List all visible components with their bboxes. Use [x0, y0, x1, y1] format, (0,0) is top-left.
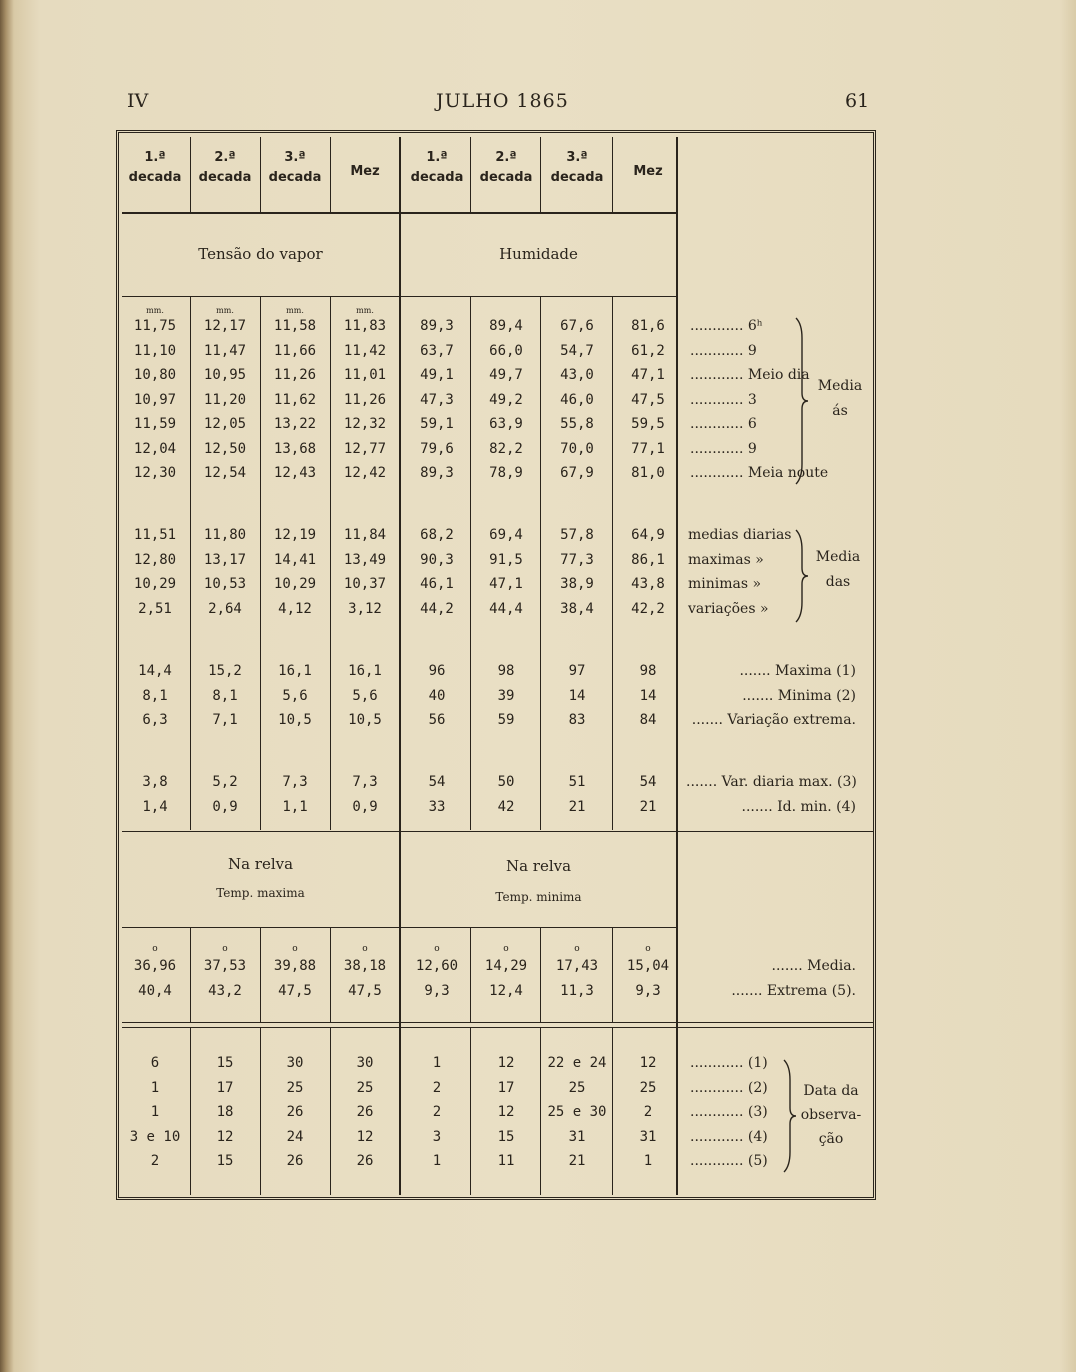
- brace-label: ção: [818, 1131, 844, 1147]
- table-cell: 38,9: [560, 576, 594, 592]
- column-header-label: decada: [410, 170, 464, 185]
- row-label: ............ 6ʰ: [690, 318, 763, 334]
- column-header-number: 1.ª: [144, 150, 166, 165]
- table-cell: 33: [428, 798, 446, 815]
- table-cell: 82,2: [489, 440, 523, 457]
- table-cell: 10,80: [133, 367, 177, 383]
- table-cell: 12: [639, 1055, 657, 1071]
- table-cell: 31: [568, 1128, 586, 1145]
- table-cell: 12: [356, 1128, 374, 1145]
- table-cell: 8,1: [212, 687, 238, 704]
- table-cell: 1,1: [282, 798, 308, 815]
- table-cell: 50: [497, 774, 515, 790]
- table-cell: 79,6: [420, 440, 454, 457]
- table-cell: 8,1: [142, 687, 168, 704]
- table-cell: 10,37: [343, 576, 387, 592]
- table-cell: 38,4: [560, 600, 594, 617]
- table-cell: 3 e 10: [129, 1128, 181, 1145]
- table-cell: 42: [497, 798, 515, 815]
- table-cell: 77,1: [631, 440, 665, 457]
- table-cell: 54: [428, 774, 446, 790]
- degree-mark: o: [222, 944, 228, 954]
- table-cell: 12,04: [133, 440, 177, 457]
- row-label: variações »: [688, 600, 769, 617]
- table-cell: 4,12: [278, 600, 312, 617]
- table-cell: 11,75: [133, 318, 177, 334]
- row-label: ............ 6: [690, 416, 757, 432]
- table-cell: 11,66: [273, 342, 317, 359]
- table-cell: 17,43: [555, 958, 599, 974]
- table-cell: 70,0: [560, 440, 594, 457]
- row-label: ............ 9: [690, 342, 757, 359]
- degree-mark: o: [292, 944, 298, 954]
- table-cell: 24: [286, 1128, 304, 1145]
- table-cell: 55,8: [560, 416, 594, 432]
- table-cell: 11,26: [273, 367, 317, 383]
- table-cell: 84: [639, 712, 657, 728]
- table-cell: 1: [150, 1104, 160, 1120]
- section-subtitle: Temp. maxima: [216, 886, 305, 900]
- brace-label: Media: [817, 378, 863, 394]
- page-title: JULHO 1865: [436, 90, 569, 112]
- table-cell: 47,3: [420, 391, 454, 408]
- table-cell: 64,9: [631, 527, 665, 543]
- degree-mark: o: [434, 944, 440, 954]
- table-cell: 11,10: [133, 342, 177, 359]
- column-header-label: decada: [479, 170, 533, 185]
- table-cell: 21: [568, 1153, 586, 1169]
- table-cell: 0,9: [352, 798, 378, 815]
- table-cell: 26: [356, 1153, 374, 1169]
- table-cell: 14,4: [138, 663, 172, 679]
- unit-label: mm.: [286, 306, 304, 315]
- table-cell: 57,8: [560, 527, 594, 543]
- table-cell: 81,6: [631, 318, 665, 334]
- table-cell: 13,17: [203, 551, 247, 568]
- column-header-label: decada: [128, 170, 182, 185]
- table-cell: 83: [568, 712, 586, 728]
- table-cell: 44,2: [420, 600, 454, 617]
- row-label: ....... Id. min. (4): [741, 798, 856, 815]
- degree-mark: o: [152, 944, 158, 954]
- table-cell: 68,2: [420, 527, 454, 543]
- table-cell: 26: [286, 1104, 304, 1120]
- table-cell: 25: [568, 1079, 586, 1096]
- degree-mark: o: [645, 944, 651, 954]
- table-cell: 14,29: [484, 958, 528, 974]
- column-header-label: decada: [198, 170, 252, 185]
- table-cell: 59,5: [631, 416, 665, 432]
- table-cell: 11,58: [273, 318, 317, 334]
- table-cell: 46,0: [560, 391, 594, 408]
- table-cell: 54: [639, 774, 657, 790]
- table-cell: 47,1: [631, 367, 665, 383]
- table-cell: 30: [286, 1055, 304, 1071]
- table-cell: 10,29: [273, 576, 317, 592]
- table-cell: 3,8: [142, 774, 168, 790]
- table-cell: 10,97: [133, 391, 177, 408]
- table-cell: 56: [428, 712, 446, 728]
- table-cell: 14: [568, 687, 586, 704]
- table-cell: 69,4: [489, 527, 523, 543]
- table-cell: 49,2: [489, 391, 523, 408]
- table-cell: 67,9: [560, 465, 594, 481]
- table-cell: 44,4: [489, 600, 523, 617]
- row-label: ............ (5): [690, 1153, 768, 1169]
- table-cell: 10,5: [278, 712, 312, 728]
- table-cell: 22 e 24: [547, 1055, 607, 1071]
- table-cell: 46,1: [420, 576, 454, 592]
- table-cell: 10,5: [348, 712, 382, 728]
- table-cell: 5,6: [282, 687, 308, 704]
- table-cell: 11,42: [343, 342, 387, 359]
- table-cell: 38,18: [343, 958, 387, 974]
- table-cell: 36,96: [133, 958, 177, 974]
- table-cell: 26: [286, 1153, 304, 1169]
- table-cell: 54,7: [560, 342, 594, 359]
- table-cell: 11,83: [343, 318, 387, 334]
- table-cell: 13,68: [273, 440, 317, 457]
- table-cell: 40: [428, 687, 446, 704]
- table-cell: 6: [150, 1055, 160, 1071]
- section-subtitle: Temp. minima: [495, 890, 582, 904]
- table-cell: 66,0: [489, 342, 523, 359]
- section-number: IV: [127, 90, 149, 112]
- table-cell: 59,1: [420, 416, 454, 432]
- table-cell: 77,3: [560, 551, 594, 568]
- unit-label: mm.: [356, 306, 374, 315]
- table-cell: 89,3: [420, 318, 454, 334]
- table-cell: 2: [432, 1104, 442, 1120]
- table-cell: 7,3: [352, 774, 378, 790]
- table-cell: 7,3: [282, 774, 308, 790]
- table-cell: 98: [639, 663, 657, 679]
- table-cell: 18: [216, 1104, 234, 1120]
- table-cell: 25 e 30: [547, 1104, 607, 1120]
- table-cell: 96: [428, 663, 446, 679]
- table-cell: 42,2: [631, 600, 665, 617]
- table-cell: 1: [643, 1153, 653, 1169]
- table-cell: 1: [150, 1079, 160, 1096]
- table-cell: 3,12: [348, 600, 382, 617]
- table-cell: 21: [639, 798, 657, 815]
- section-title: Na relva: [505, 857, 572, 875]
- table-cell: 12,77: [343, 440, 387, 457]
- table-cell: 43,0: [560, 367, 594, 383]
- table-cell: 10,29: [133, 576, 177, 592]
- table-cell: 11,20: [203, 391, 247, 408]
- date-brace: [784, 1060, 796, 1172]
- row-label: ....... Media.: [771, 958, 856, 974]
- table-cell: 3: [432, 1128, 442, 1145]
- daily-brace: [796, 530, 808, 622]
- table-cell: 31: [639, 1128, 657, 1145]
- table-cell: 5,2: [212, 774, 238, 790]
- column-header-number: 3.ª: [284, 150, 306, 165]
- table-cell: 86,1: [631, 551, 665, 568]
- table-cell: 1: [432, 1055, 442, 1071]
- table-cell: 11,84: [343, 527, 387, 543]
- row-label: ....... Var. diaria max. (3): [686, 774, 857, 790]
- table-cell: 2: [150, 1153, 160, 1169]
- table-cell: 37,53: [203, 958, 247, 974]
- table-cell: 12,05: [203, 416, 247, 432]
- table-cell: 25: [356, 1079, 374, 1096]
- table-cell: 7,1: [212, 712, 238, 728]
- column-header-label: Mez: [633, 164, 663, 179]
- degree-mark: o: [362, 944, 368, 954]
- table-cell: 51: [568, 774, 586, 790]
- column-header-label: Mez: [350, 164, 380, 179]
- table-cell: 12,30: [133, 465, 177, 481]
- table-cell: 47,5: [278, 983, 312, 999]
- table-cell: 1: [432, 1153, 442, 1169]
- table-cell: 12,17: [203, 318, 247, 334]
- table-cell: 26: [356, 1104, 374, 1120]
- unit-label: mm.: [216, 306, 234, 315]
- table-cell: 47,1: [489, 576, 523, 592]
- table-cell: 16,1: [348, 663, 382, 679]
- table-cell: 14,41: [273, 551, 317, 568]
- table-cell: 12,54: [203, 465, 247, 481]
- table-cell: 11,51: [133, 527, 177, 543]
- table-cell: 12,19: [273, 527, 317, 543]
- table-cell: 61,2: [631, 342, 665, 359]
- table-cell: 11,3: [560, 983, 594, 999]
- table-cell: 25: [639, 1079, 657, 1096]
- row-label: maximas »: [688, 551, 764, 568]
- row-label: ............ Meia noute: [690, 465, 829, 481]
- section-title: Humidade: [499, 245, 578, 263]
- table-cell: 12,43: [273, 465, 317, 481]
- row-label: ............ Meio dia: [690, 367, 810, 383]
- table-cell: 30: [356, 1055, 374, 1071]
- table-cell: 11,62: [273, 391, 317, 408]
- table-cell: 11: [497, 1153, 515, 1169]
- row-label: ............ (3): [690, 1104, 768, 1120]
- table-cell: 10,95: [203, 367, 247, 383]
- table-cell: 21: [568, 798, 586, 815]
- table-cell: 12,4: [489, 983, 523, 999]
- table-cell: 39: [497, 687, 515, 704]
- table-cell: 47,5: [348, 983, 382, 999]
- table-cell: 59: [497, 712, 515, 728]
- table-cell: 89,4: [489, 318, 523, 334]
- row-label: medias diarias: [688, 527, 792, 543]
- row-label: minimas »: [688, 576, 762, 592]
- table-cell: 11,80: [203, 527, 247, 543]
- table-cell: 12,42: [343, 465, 387, 481]
- table-cell: 47,5: [631, 391, 665, 408]
- table-cell: 25: [286, 1079, 304, 1096]
- table-cell: 39,88: [273, 958, 317, 974]
- table-cell: 13,49: [343, 551, 387, 568]
- column-header-number: 2.ª: [495, 150, 517, 165]
- table-cell: 2,51: [138, 600, 172, 617]
- degree-mark: o: [574, 944, 580, 954]
- column-header-label: decada: [268, 170, 322, 185]
- table-cell: 16,1: [278, 663, 312, 679]
- row-label: ............ (1): [690, 1055, 768, 1071]
- table-cell: 12: [216, 1128, 234, 1145]
- row-label: ............ (4): [690, 1128, 768, 1145]
- table-cell: 1,4: [142, 798, 168, 815]
- table-cell: 12,80: [133, 551, 177, 568]
- table-cell: 11,01: [343, 367, 387, 383]
- table-cell: 11,47: [203, 342, 247, 359]
- section-title: Na relva: [227, 855, 294, 873]
- table-cell: 5,6: [352, 687, 378, 704]
- brace-label: ás: [832, 403, 848, 419]
- degree-mark: o: [503, 944, 509, 954]
- brace-label: observa-: [800, 1107, 862, 1123]
- table-cell: 0,9: [212, 798, 238, 815]
- table-cell: 89,3: [420, 465, 454, 481]
- hourly-brace: [796, 318, 808, 484]
- table-cell: 15,2: [208, 663, 242, 679]
- table-cell: 2: [643, 1104, 653, 1120]
- table-cell: 43,2: [208, 983, 242, 999]
- unit-label: mm.: [146, 306, 164, 315]
- column-header-label: decada: [550, 170, 604, 185]
- row-label: ............ 3: [690, 391, 757, 408]
- table-cell: 12,32: [343, 416, 387, 432]
- column-header-number: 2.ª: [214, 150, 236, 165]
- row-label: ............ 9: [690, 440, 757, 457]
- row-label: ....... Extrema (5).: [731, 983, 856, 999]
- brace-label: Media: [815, 549, 861, 565]
- table-cell: 97: [568, 663, 586, 679]
- table-cell: 13,22: [273, 416, 317, 432]
- table-cell: 17: [216, 1079, 234, 1096]
- table-cell: 40,4: [138, 983, 172, 999]
- table-cell: 49,1: [420, 367, 454, 383]
- row-label: ....... Variação extrema.: [691, 712, 856, 728]
- table-cell: 2: [432, 1079, 442, 1096]
- table-cell: 9,3: [424, 983, 450, 999]
- brace-label: das: [825, 574, 851, 590]
- table-cell: 14: [639, 687, 657, 704]
- table-cell: 43,8: [631, 576, 665, 592]
- row-label: ............ (2): [690, 1079, 768, 1096]
- table-cell: 11,26: [343, 391, 387, 408]
- table-cell: 15,04: [626, 958, 670, 974]
- table-cell: 17: [497, 1079, 515, 1096]
- brace-label: Data da: [803, 1083, 859, 1099]
- table-cell: 49,7: [489, 367, 523, 383]
- table-cell: 78,9: [489, 465, 523, 481]
- table-cell: 98: [497, 663, 515, 679]
- table-cell: 12,60: [415, 958, 459, 974]
- column-header-number: 3.ª: [566, 150, 588, 165]
- table-cell: 90,3: [420, 551, 454, 568]
- table-cell: 63,9: [489, 416, 523, 432]
- table-cell: 81,0: [631, 465, 665, 481]
- table-cell: 15: [216, 1055, 234, 1071]
- table-cell: 15: [497, 1128, 515, 1145]
- table-cell: 2,64: [208, 600, 242, 617]
- table-cell: 9,3: [635, 983, 661, 999]
- row-label: ....... Minima (2): [742, 687, 856, 704]
- table-cell: 10,53: [203, 576, 247, 592]
- table-cell: 67,6: [560, 318, 594, 334]
- table-cell: 12: [497, 1104, 515, 1120]
- table-cell: 6,3: [142, 712, 168, 728]
- table-cell: 11,59: [133, 416, 177, 432]
- table-cell: 12,50: [203, 440, 247, 457]
- row-label: ....... Maxima (1): [739, 663, 856, 679]
- page-number: 61: [845, 90, 870, 112]
- section-title: Tensão do vapor: [198, 245, 323, 263]
- table-cell: 12: [497, 1055, 515, 1071]
- table-cell: 91,5: [489, 551, 523, 568]
- column-header-number: 1.ª: [426, 150, 448, 165]
- table-cell: 63,7: [420, 342, 454, 359]
- table-cell: 15: [216, 1153, 234, 1169]
